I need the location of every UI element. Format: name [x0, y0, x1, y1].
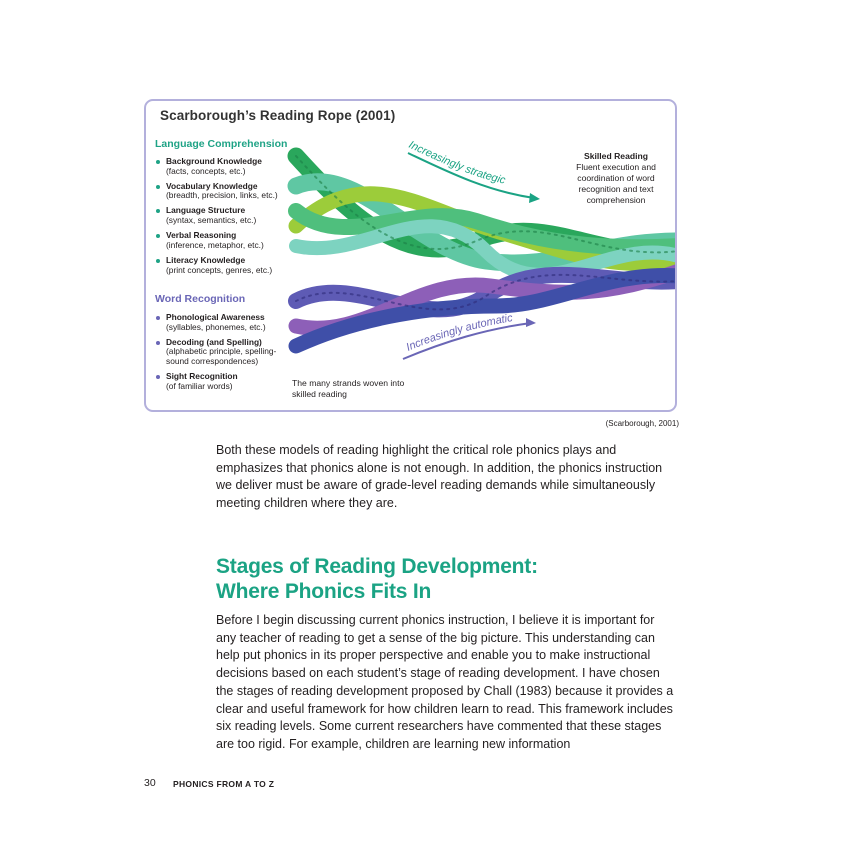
strand-desc: (breadth, precision, links, etc.) [166, 190, 278, 201]
strand-desc: (syllables, phonemes, etc.) [166, 321, 266, 332]
list-item [155, 182, 278, 201]
section-heading-line-1: Stages of Reading Development: [216, 555, 538, 578]
strand-name: Sight Recognition [166, 371, 238, 382]
strand-desc: (of familiar words) [166, 380, 233, 391]
strategic-label: Increasingly strategic [406, 138, 507, 187]
strand-name: Phonological Awareness [166, 312, 265, 322]
automatic-arrow [403, 312, 536, 359]
strategic-arrow [407, 139, 540, 203]
list-item [155, 231, 278, 250]
reading-rope-figure [144, 99, 677, 412]
word-recognition-heading: Word Recognition [155, 293, 246, 305]
skilled-reading-callout [556, 151, 676, 206]
strand-name: Verbal Reasoning [166, 230, 237, 241]
skilled-reading-title: Skilled Reading [584, 151, 648, 161]
list-item [155, 157, 278, 176]
running-head: PHONICS FROM A TO Z [173, 779, 275, 789]
section-heading-line-2: Where Phonics Fits In [216, 580, 432, 603]
language-comprehension-heading: Language Comprehension [155, 138, 288, 150]
skilled-reading-desc: Fluent execution and coordination of word recognition and text comprehension [576, 162, 656, 205]
word-recognition-list [155, 313, 296, 397]
list-item [155, 338, 296, 367]
body-paragraph-1: Both these models of reading highlight the critical role phonics plays and emphasizes that phonics alone is not enough. In addition, the phonics instruction we deliver must be aware of grade-level reading demands while simultaneously meeting children where they are. [216, 443, 663, 511]
strand-desc: (print concepts, genres, etc.) [166, 264, 273, 275]
language-comprehension-list [155, 157, 278, 281]
list-item [155, 206, 278, 225]
strand-name: Language Structure [166, 205, 246, 216]
figure-title: Scarborough’s Reading Rope (2001) [160, 108, 396, 123]
word-recognition-rope [296, 271, 677, 346]
strand-desc: (inference, metaphor, etc.) [166, 239, 264, 250]
strand-desc: (syntax, semantics, etc.) [166, 215, 257, 226]
woven-strands-caption: The many strands woven into skilled reading [292, 378, 405, 399]
list-item [155, 372, 296, 391]
strand-name: Vocabulary Knowledge [166, 180, 258, 191]
automatic-label: Increasingly automatic [404, 312, 514, 354]
list-item [155, 256, 278, 275]
strand-name: Literacy Knowledge [166, 254, 246, 265]
body-paragraph-2: Before I begin discussing current phonics instruction, I believe it is important for any teacher of reading to get a sense of the big picture. This understanding can help put phonics in its proper perspective and enable you to make instructional decisions based on each student’s stage of reading development. I have chosen the stages of reading development proposed by Chall (1983) because it provides a clear and useful framework for how children learn to read. This framework includes six reading levels. Some current researchers have commented that these stages are too rigid. For example, children are learning new information [216, 613, 674, 751]
strand-desc: (alphabetic principle, spelling-sound correspondences) [166, 346, 277, 367]
list-item [155, 313, 296, 332]
strand-name: Background Knowledge [166, 156, 262, 166]
strand-name: Decoding (and Spelling) [166, 336, 262, 347]
section-heading [216, 554, 676, 604]
strand-desc: (facts, concepts, etc.) [166, 165, 246, 176]
page-number: 30 [144, 777, 156, 789]
figure-citation: (Scarborough, 2001) [605, 419, 679, 428]
